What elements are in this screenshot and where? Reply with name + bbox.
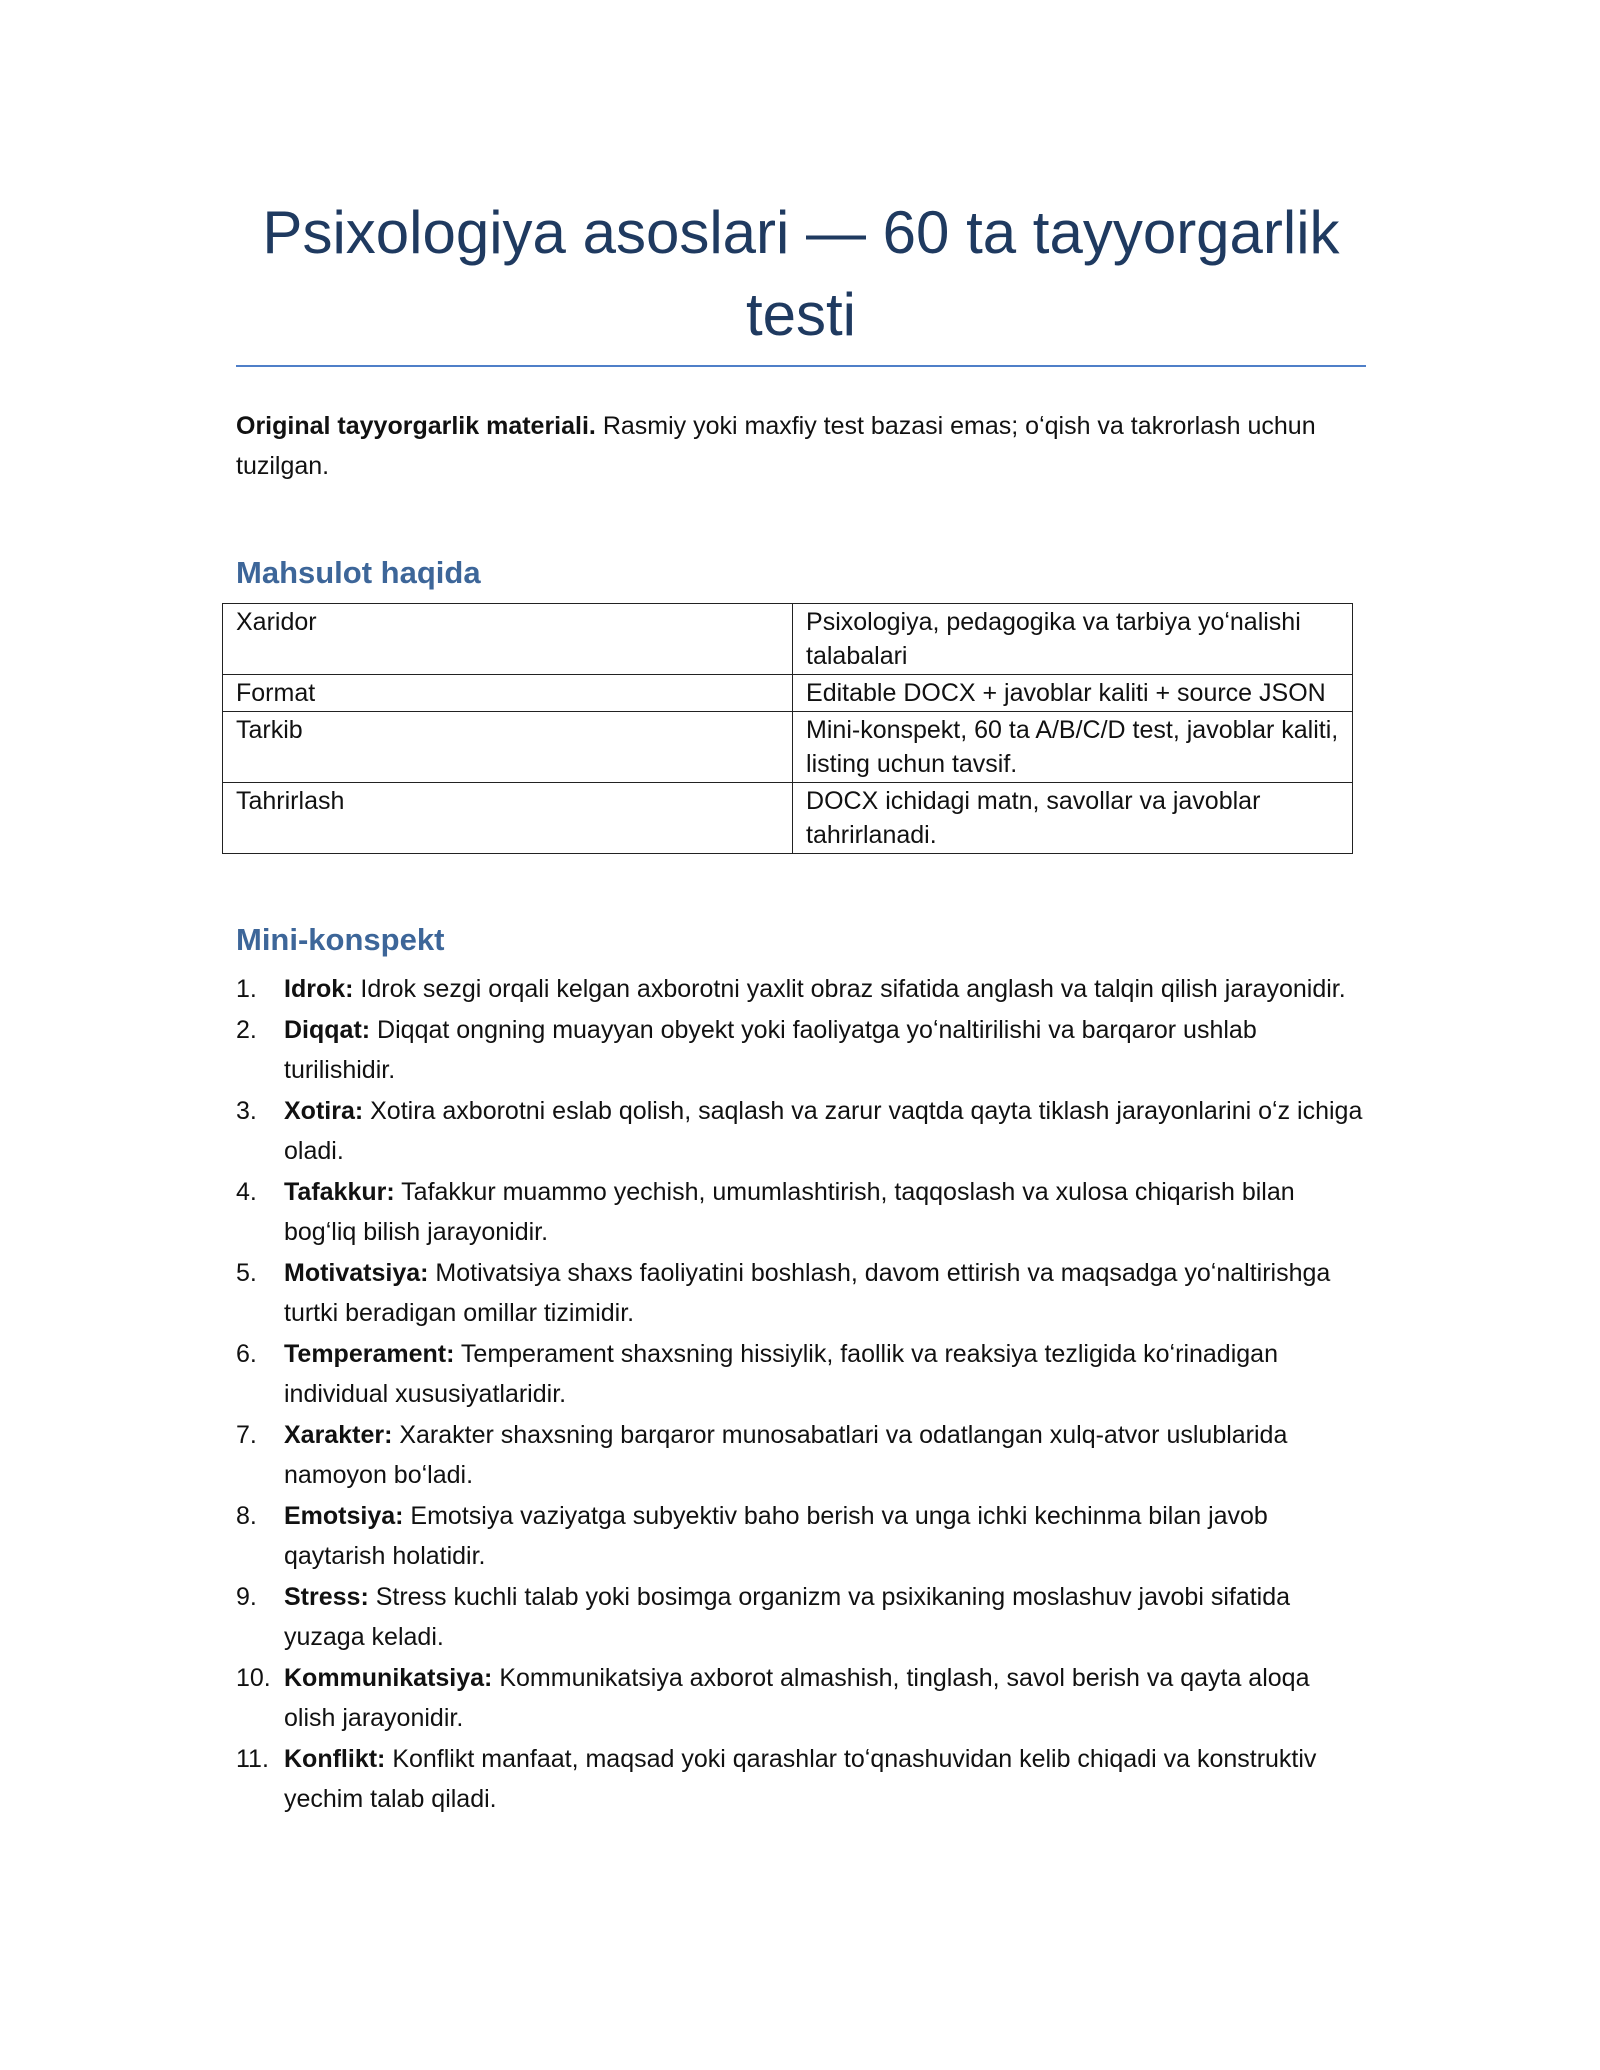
list-item-number: 4. [236,1178,257,1206]
table-value-cell: Psixologiya, pedagogika va tarbiya yoʻnalishi talabalari [793,604,1353,675]
list-item-text: Diqqat ongning muayyan obyekt yoki faoliyatga yoʻnaltirilishi va barqaror ushlab turilishidir. [284,1016,1257,1084]
table-row [223,712,1353,783]
list-item [236,1253,1366,1333]
list-item-number: 5. [236,1259,257,1287]
list-item-term: Temperament: [284,1340,455,1368]
list-item-number: 8. [236,1502,257,1530]
list-item-number: 11. [236,1745,269,1773]
list-item-term: Xarakter: [284,1421,393,1449]
table-row [223,675,1353,712]
table-value-cell: DOCX ichidagi matn, savollar va javoblar tahrirlanadi. [793,783,1353,854]
list-item [236,1010,1366,1090]
list-item [236,1172,1366,1252]
list-item-number: 9. [236,1583,257,1611]
list-item-text: Stress kuchli talab yoki bosimga organizm va psixikaning moslashuv javobi sifatida yuzaga keladi. [284,1583,1291,1651]
list-item-text: Kommunikatsiya axborot almashish, tinglash, savol berish va qayta aloqa olish jarayonidir. [284,1664,1310,1732]
table-key-cell: Tahrirlash [223,783,793,854]
list-item-term: Tafakkur: [284,1178,395,1206]
list-item-number: 7. [236,1421,257,1449]
list-item-number: 2. [236,1016,257,1044]
table-row [223,604,1353,675]
list-item [236,1091,1366,1171]
list-item-number: 10. [236,1664,271,1692]
list-item-term: Emotsiya: [284,1502,404,1530]
list-item [236,1658,1366,1738]
title-underline [236,365,1366,367]
product-section-heading: Mahsulot haqida [236,555,481,590]
document-title: Psixologiya asoslari — 60 ta tayyorgarlik testi [262,199,1340,348]
list-item-text: Motivatsiya shaxs faoliyatini boshlash, davom ettirish va maqsadga yoʻnaltirishga turtki beradigan omillar tizimidir. [284,1259,1331,1327]
list-item [236,1415,1366,1495]
intro-text: Rasmiy yoki maxfiy test bazasi emas; oʻqish va takrorlash uchun tuzilgan. [236,412,1316,480]
list-item-number: 3. [236,1097,257,1125]
product-info-table [222,603,1353,854]
list-item-text: Xarakter shaxsning barqaror munosabatlari va odatlangan xulq-atvor uslublarida namoyon boʻladi. [284,1421,1288,1489]
list-item-term: Idrok: [284,975,354,1003]
list-item-term: Motivatsiya: [284,1259,429,1287]
list-item-term: Kommunikatsiya: [284,1664,493,1692]
list-item-text: Temperament shaxsning hissiylik, faollik va reaksiya tezligida koʻrinadigan individual xususiyatlaridir. [284,1340,1278,1408]
intro-paragraph [236,406,1366,486]
table-key-cell: Format [223,675,793,712]
list-item-number: 6. [236,1340,257,1368]
table-row [223,783,1353,854]
list-item-term: Stress: [284,1583,369,1611]
list-item-text: Emotsiya vaziyatga subyektiv baho berish va unga ichki kechinma bilan javob qaytarish holatidir. [284,1502,1268,1570]
summary-list [236,969,1366,1820]
list-item-term: Xotira: [284,1097,364,1125]
table-key-cell: Xaridor [223,604,793,675]
intro-bold-lead: Original tayyorgarlik materiali. [236,412,596,440]
list-item [236,969,1366,1009]
list-item-number: 1. [236,975,257,1003]
summary-section-heading: Mini-konspekt [236,922,445,957]
list-item-text: Konflikt manfaat, maqsad yoki qarashlar toʻqnashuvidan kelib chiqadi va konstruktiv yechim talab qiladi. [284,1745,1317,1813]
list-item-text: Idrok sezgi orqali kelgan axborotni yaxlit obraz sifatida anglash va talqin qilish jarayonidir. [353,975,1346,1003]
list-item [236,1577,1366,1657]
list-item [236,1739,1366,1819]
list-item [236,1496,1366,1576]
table-value-cell: Editable DOCX + javoblar kaliti + source JSON [793,675,1353,712]
list-item-term: Konflikt: [284,1745,386,1773]
list-item-text: Xotira axborotni eslab qolish, saqlash va zarur vaqtda qayta tiklash jarayonlarini oʻz ichiga oladi. [284,1097,1363,1165]
list-item-term: Diqqat: [284,1016,371,1044]
list-item-text: Tafakkur muammo yechish, umumlashtirish, taqqoslash va xulosa chiqarish bilan bogʻliq bilish jarayonidir. [284,1178,1295,1246]
list-item [236,1334,1366,1414]
table-key-cell: Tarkib [223,712,793,783]
table-value-cell: Mini-konspekt, 60 ta A/B/C/D test, javoblar kaliti, listing uchun tavsif. [793,712,1353,783]
